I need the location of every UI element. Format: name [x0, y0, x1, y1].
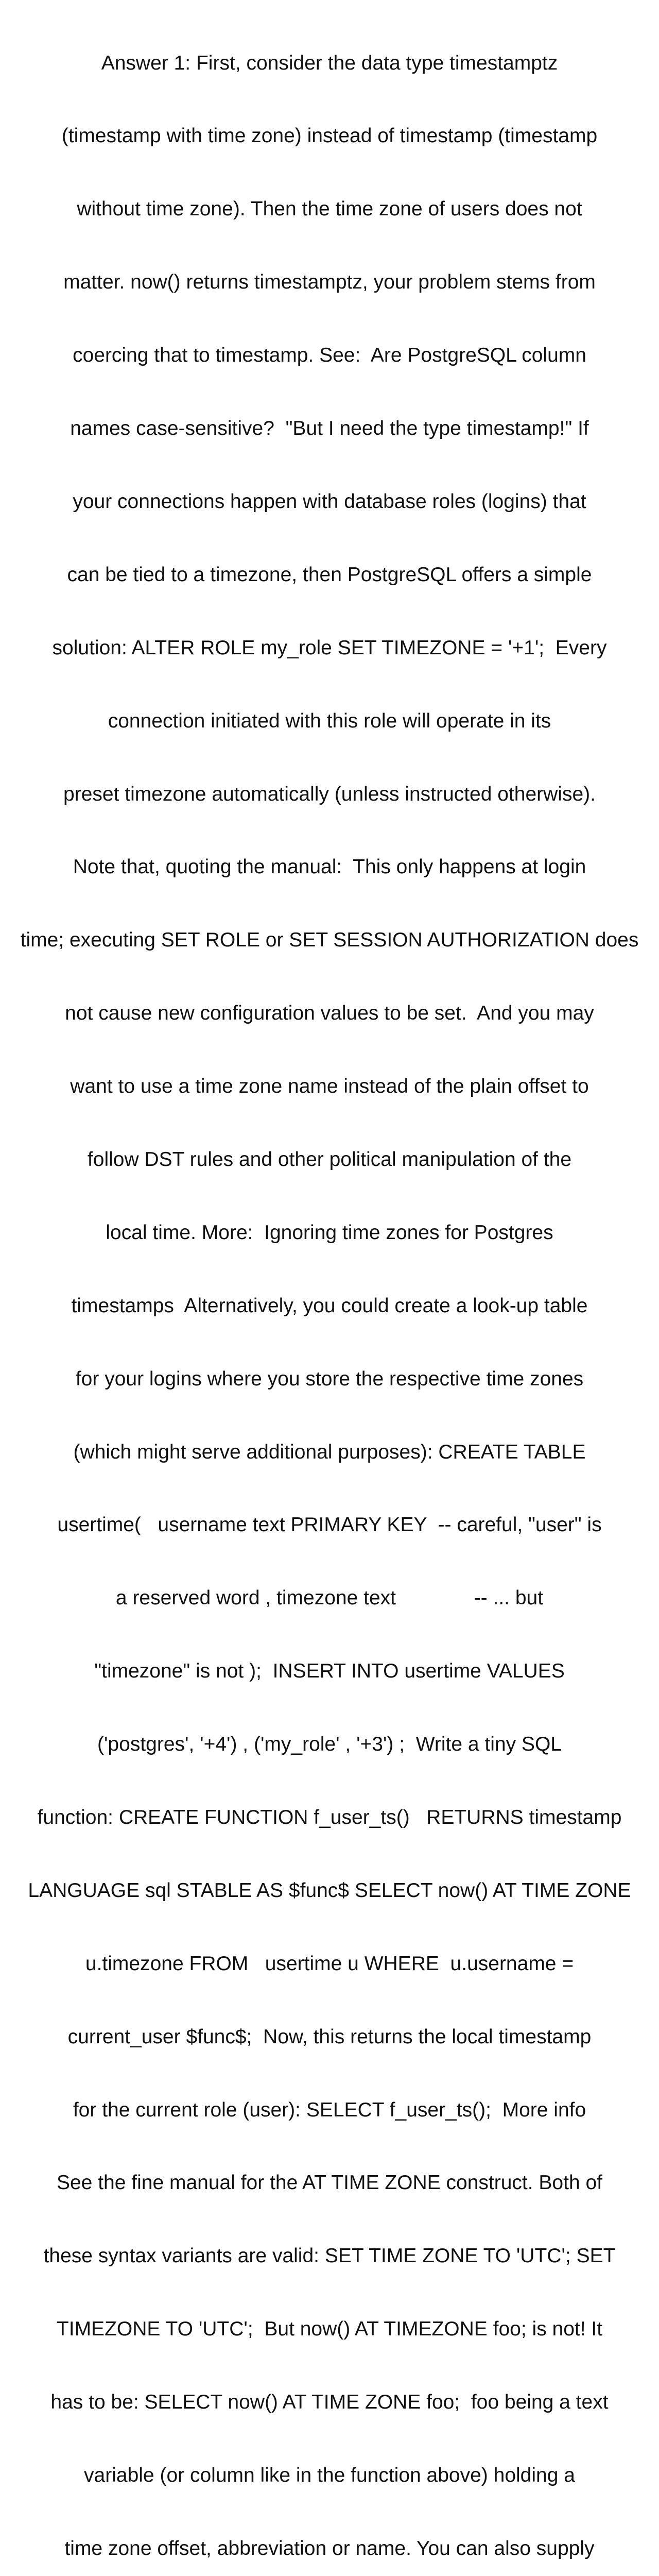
text-line: (which might serve additional purposes): CREATE TABLE: [73, 1440, 586, 1463]
text-line: current_user $func$; Now, this returns the local timestamp: [67, 2025, 592, 2048]
text-line: LANGUAGE sql STABLE AS $func$ SELECT now() AT TIME ZONE: [28, 1879, 631, 1902]
text-line: connection initiated with this role will operate in its: [108, 709, 551, 732]
text-line: these syntax variants are valid: SET TIME ZONE TO 'UTC'; SET: [43, 2245, 616, 2267]
text-line: time; executing SET ROLE or SET SESSION AUTHORIZATION does: [20, 929, 639, 952]
text-line: coercing that to timestamp. See: Are PostgreSQL column: [73, 344, 586, 367]
text-line: can be tied to a timezone, then PostgreSQL offers a simple: [67, 563, 592, 586]
text-line: variable (or column like in the function above) holding a: [84, 2464, 575, 2486]
text-line: ('postgres', '+4') , ('my_role' , '+3') ; Write a tiny SQL: [97, 1733, 562, 1756]
text-line: Note that, quoting the manual: This only happens at login: [73, 856, 586, 878]
text-line: Answer 1: First, consider the data type timestamptz: [101, 52, 558, 74]
text-line: has to be: SELECT now() AT TIME ZONE foo; foo being a text: [50, 2391, 609, 2414]
text-line: your connections happen with database roles (logins) that: [73, 490, 586, 513]
text-line: for the current role (user): SELECT f_user_ts(); More info: [73, 2098, 586, 2121]
answer-text-block: [0, 2, 659, 2576]
text-line: local time. More: Ignoring time zones for Postgres: [106, 1221, 553, 1244]
text-line: timestamps Alternatively, you could create a look-up table: [71, 1294, 588, 1317]
text-line: for your logins where you store the respective time zones: [75, 1367, 584, 1390]
text-line: follow DST rules and other political manipulation of the: [87, 1148, 572, 1171]
text-line: See the fine manual for the AT TIME ZONE construct. Both of: [56, 2172, 602, 2194]
text-line: preset timezone automatically (unless instructed otherwise).: [63, 783, 596, 805]
text-line: matter. now() returns timestamptz, your problem stems from: [63, 271, 596, 294]
text-line: usertime( username text PRIMARY KEY -- careful, "user" is: [57, 1514, 602, 1536]
text-line: function: CREATE FUNCTION f_user_ts() RETURNS timestamp: [37, 1806, 622, 1828]
text-line: "timezone" is not ); INSERT INTO usertime VALUES: [94, 1660, 565, 1683]
text-line: (timestamp with time zone) instead of timestamp (timestamp: [61, 125, 598, 147]
text-line: not cause new configuration values to be set. And you may: [65, 1002, 594, 1025]
text-line: a reserved word , timezone text -- ... but: [115, 1587, 544, 1609]
text-line: time zone offset, abbreviation or name. You can also supply: [64, 2537, 595, 2560]
text-line: without time zone). Then the time zone of users does not: [77, 198, 582, 221]
text-line: solution: ALTER ROLE my_role SET TIMEZONE = '+1'; Every: [52, 636, 607, 659]
text-line: u.timezone FROM usertime u WHERE u.username =: [85, 1952, 574, 1975]
text-line: TIMEZONE TO 'UTC'; But now() AT TIMEZONE foo; is not! It: [56, 2318, 603, 2341]
text-line: want to use a time zone name instead of the plain offset to: [70, 1075, 589, 1098]
text-line: names case-sensitive? "But I need the type timestamp!" If: [70, 417, 589, 440]
